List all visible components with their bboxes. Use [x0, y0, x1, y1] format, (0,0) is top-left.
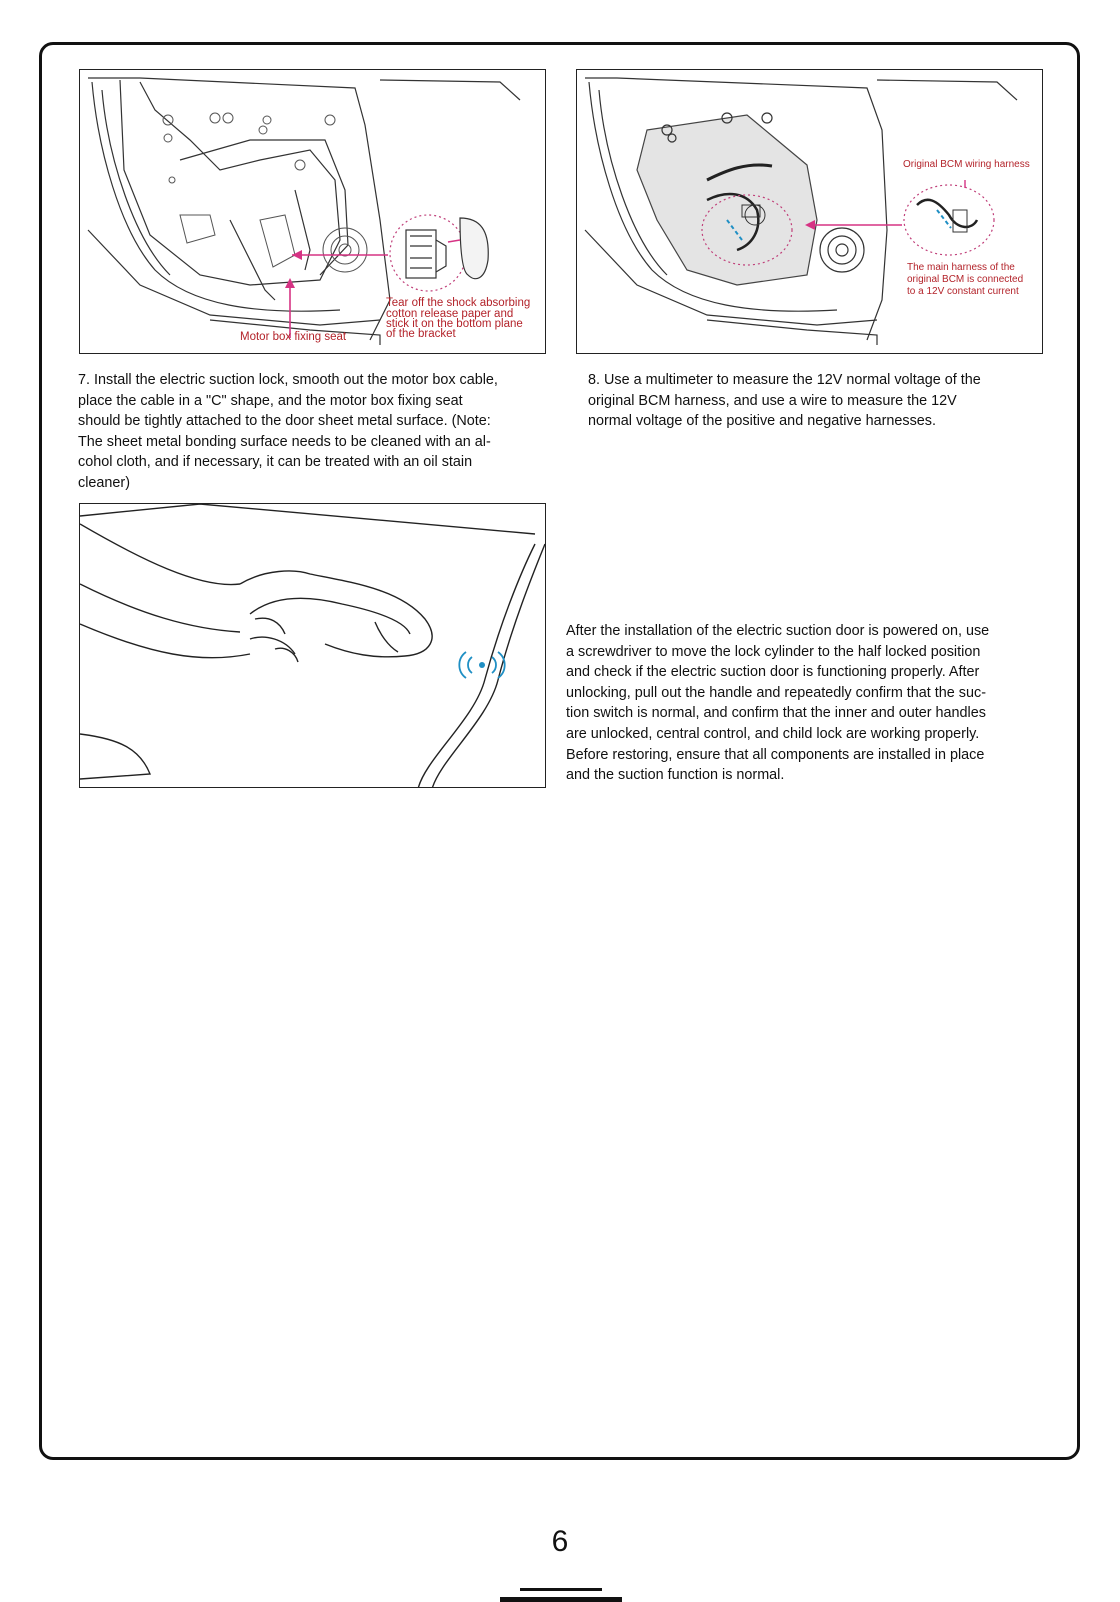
bcm-harness-label: Original BCM wiring harness: [903, 159, 1030, 170]
door-handle-illustration: [80, 504, 546, 788]
final-check-line: After the installation of the electric suction door is powered on, use: [566, 623, 990, 639]
step-8-line: original BCM harness, and use a wire to measure the 12V: [588, 392, 957, 409]
step-8-paragraph: [588, 370, 1048, 432]
step-7-paragraph: [78, 370, 548, 494]
bcm-wiring-illustration: [577, 70, 1043, 354]
page-number-underline: [520, 1588, 602, 1591]
motor-box-fixing-seat-label: Motor box fixing seat: [240, 331, 347, 343]
tear-off-label-line-3: stick it on the bottom plane: [386, 318, 523, 330]
final-check-line: and the suction function is normal.: [566, 767, 785, 784]
figure-door-handle: [79, 503, 546, 788]
step-7-line: cohol cloth, and if necessary, it can be treated with an oil stain: [78, 454, 473, 471]
step-7-line: should be tightly attached to the door sheet metal surface. (Note:: [78, 413, 491, 430]
tear-off-label-line-1: Tear off the shock absorbing: [386, 297, 531, 309]
main-harness-label-line-3: to a 12V constant current: [907, 286, 1019, 297]
step-7-line: cleaner): [78, 474, 130, 491]
main-harness-label-line-2: original BCM is connected: [907, 274, 1024, 285]
main-harness-label-line-1: The main harness of the: [907, 262, 1015, 273]
step-8-line: normal voltage of the positive and negative harnesses.: [588, 413, 936, 430]
figure-door-motor-box: [79, 69, 546, 354]
figure-bcm-wiring: [576, 69, 1043, 354]
final-check-line: Before restoring, ensure that all components are installed in place: [566, 746, 985, 763]
step-7-line: 7. Install the electric suction lock, smooth out the motor box cable,: [78, 372, 498, 388]
final-check-line: a screwdriver to move the lock cylinder to the half locked position: [566, 643, 981, 660]
final-check-paragraph: [566, 621, 1046, 786]
step-7-line: place the cable in a "C" shape, and the motor box fixing seat: [78, 392, 463, 409]
tear-off-label-line-4: of the bracket: [386, 328, 456, 340]
page-number: 6: [551, 1525, 569, 1558]
final-check-line: tion switch is normal, and confirm that the inner and outer handles: [566, 705, 986, 722]
tear-off-label-line-2: cotton release paper and: [386, 308, 514, 320]
final-check-line: are unlocked, central control, and child lock are working properly.: [566, 725, 980, 742]
final-check-line: and check if the electric suction door is functioning properly. After: [566, 664, 980, 681]
step-8-line: 8. Use a multimeter to measure the 12V normal voltage of the: [588, 372, 981, 388]
final-check-line: unlocking, pull out the handle and repeatedly confirm that the suc-: [566, 684, 986, 701]
step-7-line: The sheet metal bonding surface needs to be cleaned with an al-: [78, 433, 491, 450]
